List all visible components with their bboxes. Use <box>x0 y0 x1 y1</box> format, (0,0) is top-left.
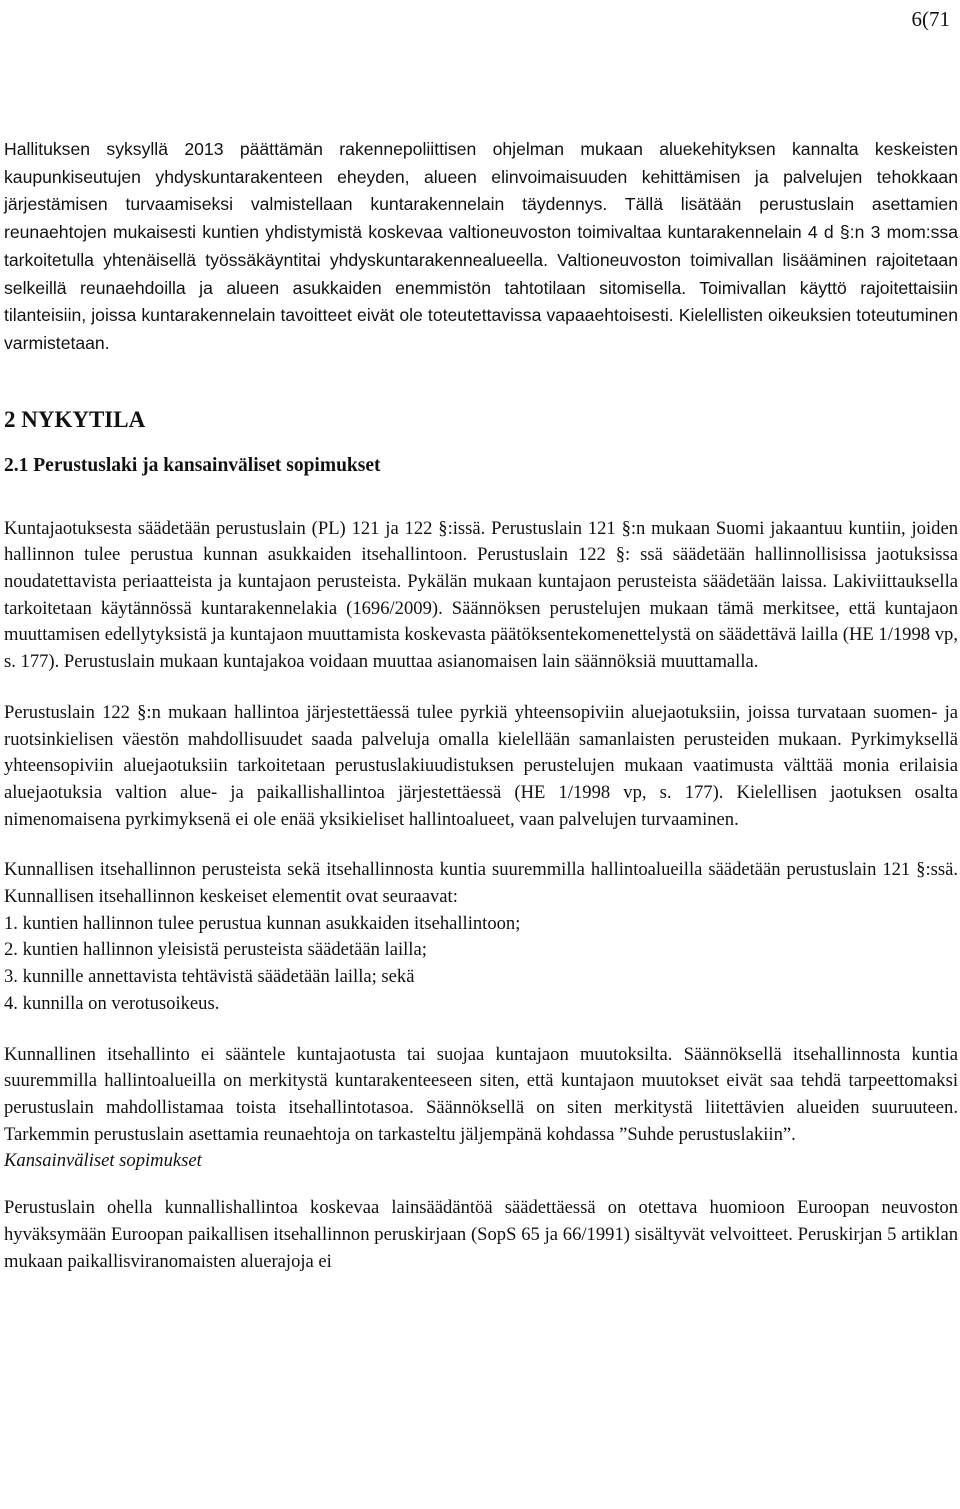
paragraph-charter: Perustuslain ohella kunnallishallintoa koskevaa lainsäädäntöä säädettäessä on otettava huomioon Euroopan neuvoston hyväksymään Euroopan paikallisen itsehallinnon peruskirjaan (SopS 65 ja 66/1991) sisältyvät velvoitteet. Peruskirjan 5 artiklan mukaan paikallisviranomaisten aluerajoja ei <box>4 1197 958 1272</box>
intro-paragraph-sans: Hallituksen syksyllä 2013 päättämän rakennepoliittisen ohjelman mukaan aluekehityksen kannalta keskeisten kaupunkiseutujen yhdyskuntarakenteen eheyden, alueen elinvoimaisuuden kehittämisen ja palvelujen tehokkaan järjestämisen turvaamiseksi valmistellaan kuntarakennelain täydennys. <box>4 139 958 215</box>
subsection-title: 2.1 Perustuslaki ja kansainväliset sopimukset <box>4 454 381 476</box>
paragraph-section-122: Perustuslain 122 §:n mukaan hallintoa järjestettäessä tulee pyrkiä yhteensopiviin aluejaotuksiin, joissa turvataan suomen- ja ruotsinkielisen väestön mahdollisuudet saada palveluja omalla kielellään samanlaisten perusteiden mukaan. Pyrkimyksellä yhteensopiviin aluejaotuksiin tarkoitetaan perustuslakiuudistuksen perustelujen mukaan vaatimusta välttää monia erilaisia aluejaotuksia valtion alue- ja paikallishallintoa järjestettäessä (HE 1/1998 vp, s. 177). Kielellisen jaotuksen osalta nimenomaisena pyrkimyksenä ei ole enää yksikieliset hallintoalueet, vaan palvelujen turvaaminen. <box>4 701 958 830</box>
self-government-elements-list <box>4 911 958 1018</box>
paragraph-self-government-intro: Kunnallisen itsehallinnon perusteista sekä itsehallinnosta kuntia suuremmilla hallintoalueilla säädetään perustuslain 121 §:ssä. Kunnallisen itsehallinnon keskeiset elementit ovat seuraavat: <box>4 859 958 908</box>
section-title: 2 NYKYTILA <box>4 406 146 432</box>
subsection-international-agreements: Kansainväliset sopimukset <box>4 1150 202 1172</box>
list-item: 1. kuntien hallinnon tulee perustua kunnan asukkaiden itsehallintoon; <box>4 912 521 934</box>
list-item: 4. kunnilla on verotusoikeus. <box>4 992 220 1014</box>
paragraph-constitution: Kuntajaotuksesta säädetään perustuslain (PL) 121 ja 122 §:issä. Perustuslain 121 §:n mukaan Suomi jakaantuu kuntiin, joiden hallinnon tulee perustua kunnan asukkaiden itsehallintoon. Perustuslain 122 §: ssä säädetään hallinnollisissa jaotuksissa noudatettavista periaatteista ja kuntajaon perusteista. Pykälän mukaan kuntajaon perusteista säädetään laissa. Lakiviittauksella tarkoitetaan käytännössä kuntarakennelakia (1696/2009). Säännöksen perustelujen mukaan tämä merkitsee, että kuntajaon muuttamisen edellytyksistä ja kuntajaon muuttamista koskevasta päätöksentekomenettelystä on säädettävä lailla (HE 1/1998 vp, s. 177). Perustuslain mukaan kuntajakoa voidaan muuttaa asianomaisen lain säännöksiä muuttamalla. <box>4 517 958 673</box>
document-body <box>4 136 958 1275</box>
intro-paragraph-cont: Tällä lisätään perustuslain asettamien reunaehtojen mukaisesti kuntien yhdistymistä koskevaa valtioneuvoston toimivaltaa kuntarakennelain 4 d §:n 3 mom:ssa tarkoitetulla yhtenäisellä työssäkäyntitai yhdyskuntarakennealueella. Valtioneuvoston toimivallan lisääminen rajoitetaan selkeillä reunaehdoilla ja alueen asukkaiden enemmistön tahtotilaan sitomisella. Toimivallan käyttö rajoitettaisiin tilanteisiin, joissa kuntarakennelain tavoitteet eivät ole toteutettavissa vapaaehtoisesti. Kielellisten oikeuksien toteutuminen varmistetaan. <box>4 194 958 353</box>
paragraph-municipal-division: Kunnallinen itsehallinto ei sääntele kuntajaotusta tai suojaa kuntajaon muutoksilta. Säännöksellä itsehallinnosta kuntia suuremmilla hallintoalueilla on merkitystä kuntarakenteeseen siten, että kuntajaon muutokset eivät saa tehdä tarpeettomaksi perustuslain mahdollistamaa toista itsehallintotasoa. Säännöksellä on siten merkitystä liitettävien alueiden suuruuteen. Tarkemmin perustuslain asettamia reunaehtoja on tarkasteltu jäljempänä kohdassa ”Suhde perustuslakiin”. <box>4 1043 958 1145</box>
list-item: 3. kunnille annettavista tehtävistä säädetään lailla; sekä <box>4 966 415 988</box>
intro-paragraph <box>4 136 958 358</box>
list-item: 2. kuntien hallinnon yleisistä perusteista säädetään lailla; <box>4 939 427 961</box>
page-number: 6(71 <box>911 7 950 31</box>
